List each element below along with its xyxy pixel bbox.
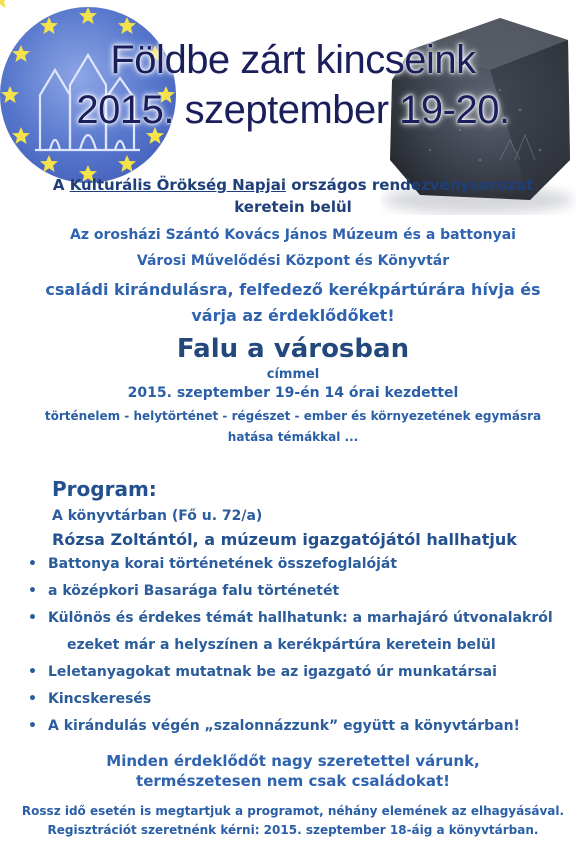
closing-line-1: Minden érdeklődőt nagy szeretettel várunk, [106, 752, 480, 770]
bullet-icon: • [28, 556, 37, 572]
heritage-days-link: Kulturális Örökség Napjai [69, 176, 286, 194]
intro-suffix: országos rendezvénysorozat [285, 176, 534, 194]
bullet-icon: • [28, 691, 37, 707]
list-item-continuation: ezeket már a helyszínen a kerékpártúra keretein belül [67, 637, 496, 653]
bullet-icon: • [28, 664, 37, 680]
bullet-icon: • [28, 718, 37, 734]
poster-date-title: 2015. szeptember 19-20. [76, 88, 510, 132]
event-date: 2015. szeptember 19-én 14 órai kezdettel [127, 385, 459, 401]
program-speaker: Rózsa Zoltántól, a múzeum igazgatójától hallhatjuk [52, 530, 517, 549]
bullet-icon: • [28, 583, 37, 599]
intro-line-1 [0, 176, 586, 194]
program-location: A könyvtárban (Fő u. 72/a) [52, 508, 263, 524]
closing-line-2: természetesen nem csak családokat! [136, 772, 450, 790]
hosts-line-1 [0, 227, 586, 243]
list-item: • a középkori Basarága falu történetét [28, 583, 340, 599]
hosts-line-2: Városi Művelődési Központ és Könyvtár [136, 253, 450, 269]
bullet-icon: • [28, 610, 37, 626]
event-name: Falu a városban [176, 334, 410, 364]
list-item: • Kincskeresés [28, 691, 152, 707]
intro-prefix: A [52, 176, 70, 194]
list-item: • Különös és érdekes témát hallhatunk: a marhajáró útvonalakról [28, 610, 553, 626]
footer-line-1: Rossz idő esetén is megtartjuk a programot, néhány elemének az elhagyásával. [21, 804, 565, 818]
event-cimmel: címmel [266, 367, 320, 382]
event-themes-line-1: történelem - helytörténet - régészet - ember és környezetének egymásra [44, 409, 542, 423]
hosts-suffix: és a battonyai [398, 227, 516, 243]
list-item: • Battonya korai történetének összefoglalóját [28, 556, 398, 572]
poster-title: Földbe zárt kincseink [110, 38, 476, 82]
list-item: • A kirándulás végén „szalonnázzunk” együtt a könyvtárban! [28, 718, 520, 734]
event-themes-line-2: hatása témákkal ... [227, 430, 359, 444]
invitation-line-2: várja az érdeklődőket! [191, 306, 395, 325]
museum-name: Szántó Kovács János Múzeum [165, 227, 399, 243]
invitation-line-1: családi kirándulásra, felfedező kerékpártúrára hívja és [45, 280, 541, 299]
footer-line-2: Regisztrációt szeretnénk kérni: 2015. szeptember 18-áig a könyvtárban. [47, 823, 539, 837]
intro-line-2: keretein belül [234, 198, 352, 216]
hosts-prefix: Az orosházi [70, 227, 166, 243]
program-heading: Program: [52, 477, 157, 501]
list-item: • Leletanyagokat mutatnak be az igazgató úr munkatársai [28, 664, 497, 680]
